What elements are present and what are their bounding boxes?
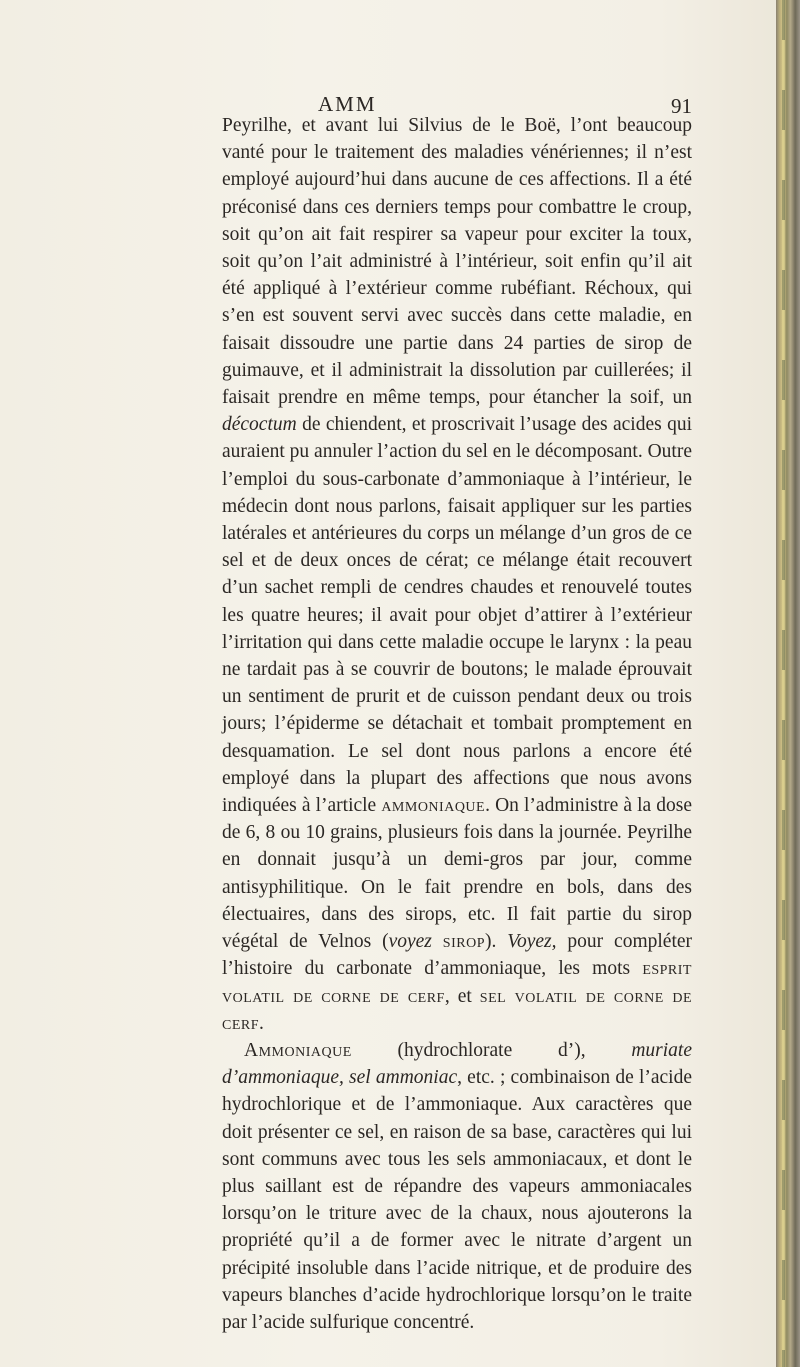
cross-reference-sirop: sirop [442, 931, 485, 953]
italic-voyez-capital: Voyez, [507, 931, 557, 953]
cross-reference-sel-volatil: sel volatil de corne de cerf [222, 985, 692, 1034]
paragraph-1-text: Peyrilhe, et avant lui Silvius de le Boë, l’ont beaucoup vanté pour le traitement des maladies vénériennes; il n’est employé aujourd’hui dans aucune de ces affections. Il a été préconisé dans ces derniers temps pour combattre le croup, soit qu’on ait fait respirer sa vapeur pour exciter la toux, soit qu’on l’ait administré à l’intérieur, soit enfin qu’il ait été appliqué à l’extérieur comme rubéfiant. Réchoux, qui s’en est souvent servi avec succès dans cette maladie, en faisait dissoudre une partie dans 24 parties de sirop de guimauve, et il administrait la dissolution par cuillerées; il faisait prendre en même temps, pour étancher la soif, un [222, 115, 692, 409]
page-number: 91 [671, 94, 692, 118]
italic-synonyms: muriate d’ammoniaque, sel ammoniac [222, 1039, 692, 1089]
entry-headword: Ammoniaque [244, 1039, 352, 1061]
paragraph-2-text: , etc. ; combinaison de l’acide hydrochlorique et de l’ammoniaque. Aux caractères que doit présenter ce sel, en raison de sa base, caractères qui lui sont communs avec tous les sels ammoniacaux, et dont le plus saillant est de répandre des vapeurs ammoniacales lorsqu’on le triture avec de la chaux, nous ajouterons la propriété qu’il a de former avec le nitrate d’argent un précipité insoluble dans l’acide nitrique, et de produire des vapeurs blanches d’acide hydrochlorique lorsqu’on le traite par l’acide sulfurique concentré. [222, 1067, 692, 1333]
paragraph-1-text: pour compléter l’histoire du carbonate d’ammoniaque, les mots [222, 931, 693, 980]
paragraph-2-text: (hydrochlorate d’), [351, 1039, 632, 1061]
cross-reference-ammoniaque: ammoniaque [381, 795, 486, 817]
italic-term-decoctum: décoctum [222, 414, 297, 436]
book-fore-edge [776, 0, 800, 1367]
paragraph-carbonate [222, 112, 692, 1037]
paragraph-1-text: . [259, 1012, 264, 1034]
paragraph-1-text: . On l’administre à la dose de 6, 8 ou 10 grains, plusieurs fois dans la journée. Peyrilhe en donnait jusqu’à un demi-gros par jour, comme antisyphilitique. On le fait prendre en bols, dans des électuaires, dans des sirops, etc. Il fait partie du sirop végétal de Velnos ( [222, 795, 692, 953]
italic-voyez: voyez [388, 931, 432, 953]
body-text [222, 112, 692, 1336]
paragraph-1-text: , et [444, 985, 480, 1007]
space [432, 931, 443, 952]
paragraph-1-text: ). [484, 931, 508, 953]
paragraph-1-text: de chiendent, et proscrivait l’usage des acides qui auraient pu annuler l’action du sel en le décomposant. Outre l’emploi du sous-carbonate d’ammoniaque à l’intérieur, le médecin dont nous parlons, faisait appliquer sur les parties latérales et antérieures du corps un mélange d’un gros de ce sel et de deux onces de cérat; ce mélange était recouvert d’un sachet rempli de cendres chaudes et renouvelé toutes les quatre heures; il avait pour objet d’attirer à l’extérieur l’irritation qui dans cette maladie occupe le larynx : la peau ne tardait pas à se couvrir de boutons; le malade éprouvait un sentiment de prurit et de cuisson pendant deux ou trois jours; l’épiderme se détachait et tombait promptement en desquamation. Le sel dont nous parlons a encore été employé dans la plupart des affections que nous avons indiquées à l’article [222, 414, 692, 817]
paragraph-hydrochlorate [222, 1037, 692, 1336]
cross-reference-esprit-volatil: esprit volatil de corne de cerf [222, 958, 692, 1007]
running-head: AMM [318, 92, 377, 116]
